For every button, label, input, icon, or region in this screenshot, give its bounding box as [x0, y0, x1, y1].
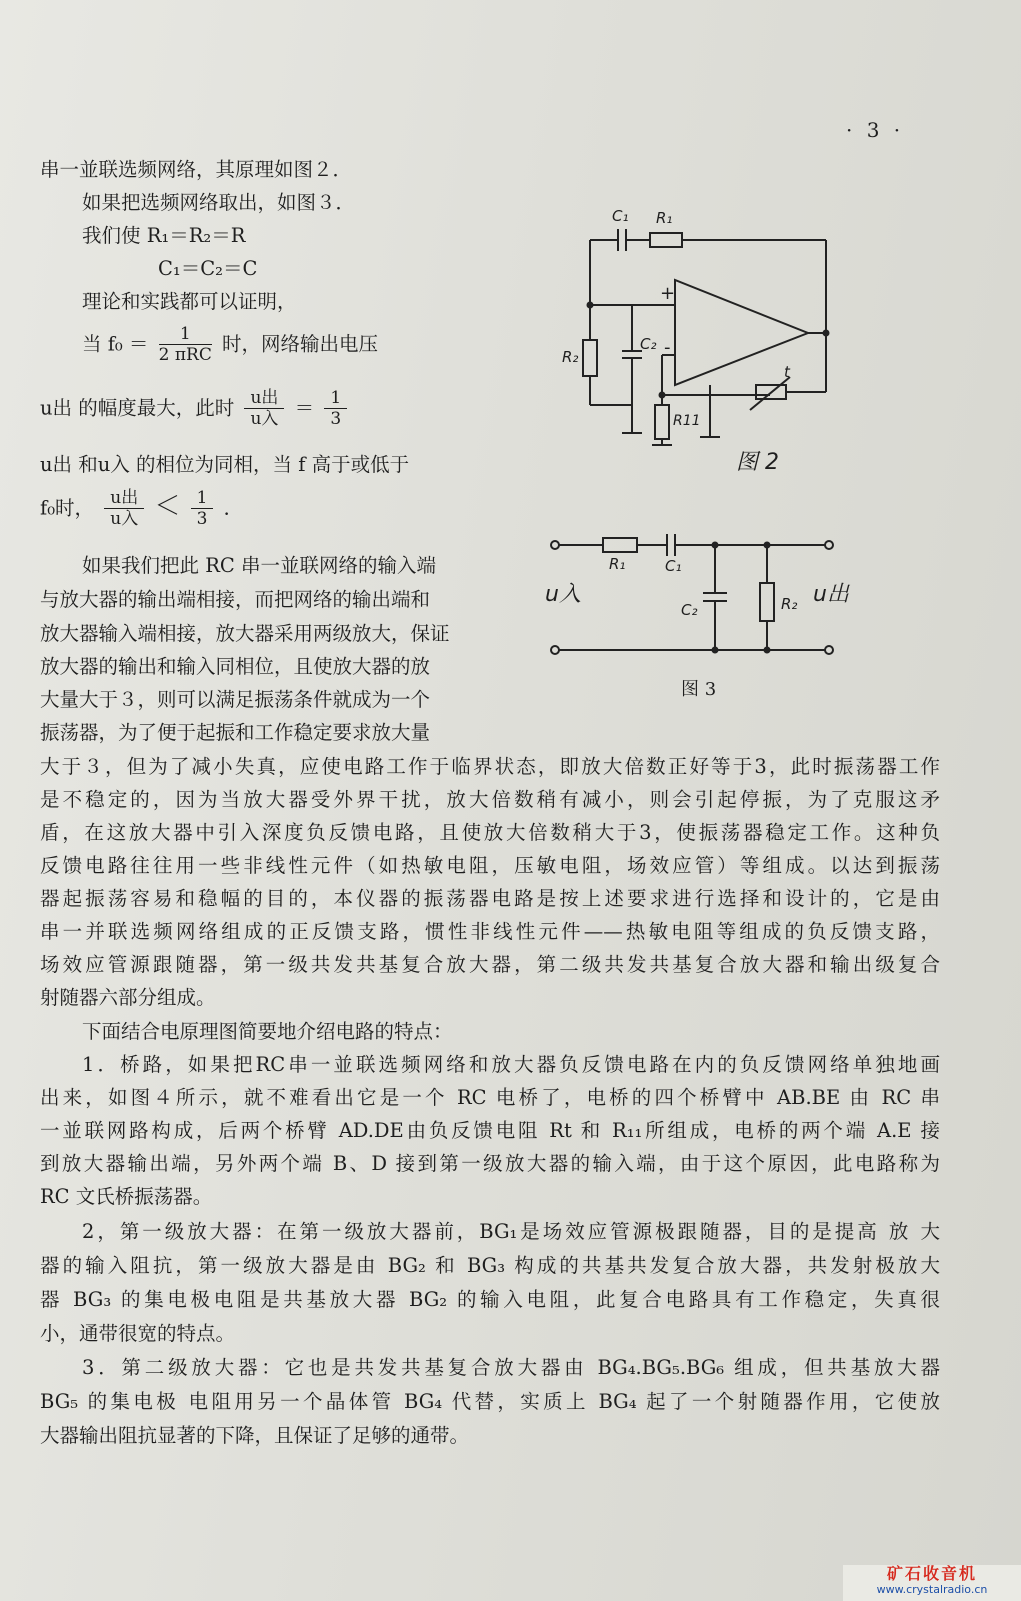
equation-f0: 当 f₀ ＝ $\frac{1}{\text{2 πRC}}$ 时，网络输出电压	[82, 324, 379, 365]
fraction: $\frac{1}{\text{2 πRC}}$	[158, 324, 212, 365]
text-line: 如果我们把此 RC 串一並联网络的输入端	[82, 554, 436, 577]
text-line: 反馈电路往往用一些非线性元件（如热敏电阻，压敏电阻，场效应管）等组成。以达到振荡	[40, 854, 940, 877]
fraction: $\frac{\text{u出}}{\text{u入}}$	[104, 490, 144, 528]
text-line: u出 和u入 的相位为同相，当 f 高于或低于	[40, 453, 410, 476]
text-line: 振荡器，为了便于起振和工作稳定要求放大量	[40, 721, 431, 744]
figure-3-caption: 图 3	[681, 679, 717, 700]
text-line: 1．桥路，如果把RC串一並联选频网络和放大器负反馈电路在内的负反馈网络单独地画	[82, 1053, 940, 1076]
figure-3-circuit: R₁ C₁ C₂ R₂ u入 u出 图 3	[545, 525, 865, 715]
text-line: 串一并联选频网络组成的正反馈支路，惯性非线性元件——热敏电阻等组成的负反馈支路，	[40, 920, 940, 943]
text-line: 如果把选频网络取出，如图３．	[82, 191, 356, 214]
text-line: 出来，如图４所示，就不难看出它是一个 RC 电桥了，电桥的四个桥臂中 AB.BE 由 RC 串	[40, 1086, 940, 1109]
text-line: 3．第二级放大器：它也是共发共基复合放大器由 BG₄.BG₅.BG₆ 组成，但共基放大器	[82, 1356, 940, 1379]
text-line: 器的输入阻抗，第一级放大器是由 BG₂ 和 BG₃ 构成的共基共发复合放大器，共发射极放大	[40, 1254, 940, 1277]
fraction: $\frac{1}{3}$	[191, 490, 214, 528]
text-line: 器起振荡容易和稳幅的目的，本仪器的振荡器电路是按上述要求进行选择和设计的，它是由	[40, 887, 940, 910]
figure-2-circuit: C₁ R₁ R₂ C₂ R11 + - t 图 2	[560, 205, 850, 485]
text-line: 一並联网路构成，后两个桥臂 AD.DE由负反馈电阻 Rt 和 R₁₁所组成，电桥的两个端 A.E 接	[40, 1119, 940, 1142]
text-line: 场效应管源跟随器，第一级共发共基复合放大器，第二级共发共基复合放大器和输出级复合	[40, 953, 940, 976]
site-watermark: 矿石收音机 www.crystalradio.cn	[843, 1565, 1021, 1601]
text-line: 射随器六部分组成。	[40, 986, 216, 1009]
equation-ratio-max: u出 的幅度最大，此时 $\frac{\text{u出}}{\text{u入}}$ ＝ $\frac{1}{3}$	[40, 390, 351, 428]
text-line: 器 BG₃ 的集电极电阻是共基放大器 BG₂ 的输入电阻，此复合电路具有工作稳定，失真很	[40, 1288, 940, 1311]
text-line: 小，通带很宽的特点。	[40, 1322, 236, 1345]
text-line: 大量大于３，则可以满足振荡条件就成为一个	[40, 688, 431, 711]
text-line: 大于３，但为了减小失真，应使电路工作于临界状态，即放大倍数正好等于3，此时振荡器工作	[40, 755, 940, 778]
text-line: 到放大器输出端，另外两个端 B、D 接到第一级放大器的输入端，由于这个原因，此电路称为	[40, 1152, 940, 1175]
text-line: 与放大器的输出端相接，而把网络的输出端和	[40, 588, 431, 611]
equation-ratio-less: f₀时， $\frac{\text{u出}}{\text{u入}}$ ＜ $\frac{1}{3}$ ．	[40, 488, 244, 529]
page-number: · 3 ·	[846, 118, 905, 142]
text-line: RC 文氏桥振荡器。	[40, 1185, 213, 1208]
text-line: 盾，在这放大器中引入深度负反馈电路，且使放大倍数稍大于3，使振荡器稳定工作。这种负	[40, 821, 940, 844]
text-line: 串一並联选频网络，其原理如图２．	[40, 158, 353, 181]
figure-2-caption: 图 2	[736, 450, 779, 475]
text-line: 下面结合电原理图简要地介绍电路的特点：	[82, 1020, 453, 1043]
text-line: 2，第一级放大器：在第一级放大器前，BG₁是场效应管源极跟随器，目的是提高 放 大	[82, 1220, 940, 1243]
text-line: C₁＝C₂＝C	[158, 257, 258, 280]
text-line: 放大器的输出和输入同相位，且使放大器的放	[40, 655, 431, 678]
text-line: 我们使 R₁＝R₂＝R	[82, 224, 246, 247]
fraction: $\frac{1}{3}$	[324, 390, 347, 428]
text-line: 是不稳定的，因为当放大器受外界干扰，放大倍数稍有减小，则会引起停振，为了克服这矛	[40, 788, 940, 811]
text-line: 放大器输入端相接，放大器采用两级放大，保证	[40, 622, 450, 645]
fraction: $\frac{\text{u出}}{\text{u入}}$	[244, 390, 284, 428]
text-line: 理论和实践都可以证明，	[82, 290, 297, 313]
text-line: BG₅ 的集电极 电阻用另一个晶体管 BG₄ 代替，实质上 BG₄ 起了一个射随器作用，它使放	[40, 1390, 940, 1413]
text-line: 大器输出阻抗显著的下降，且保证了足够的通带。	[40, 1424, 470, 1447]
